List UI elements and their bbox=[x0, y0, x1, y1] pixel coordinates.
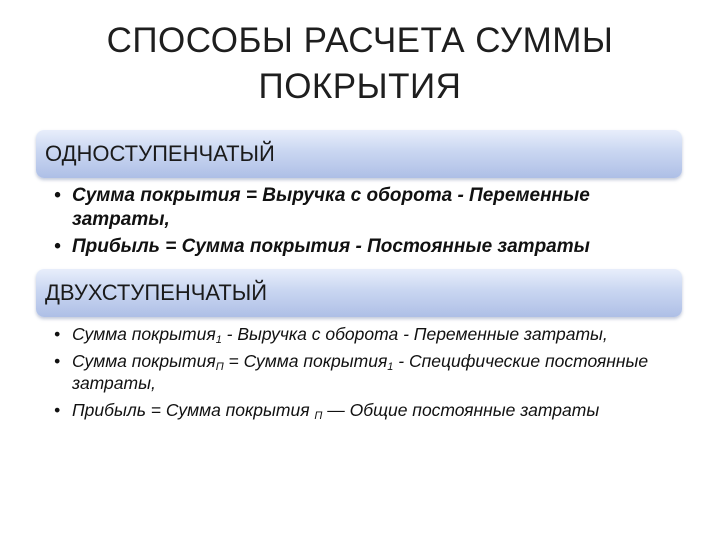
list-item-text-start: Сумма покрытия bbox=[72, 324, 216, 344]
section-header-single-stage bbox=[36, 130, 682, 178]
list-item-text-end: — Общие постоянные затраты bbox=[322, 400, 600, 420]
subscript: 1 bbox=[387, 361, 394, 373]
title-line-1: СПОСОБЫ РАСЧЕТА СУММЫ bbox=[106, 21, 614, 60]
list-item-text-end: - Выручка с оборота - Переменные затраты, bbox=[221, 324, 608, 344]
list-item-text: Сумма покрытия = Выручка с оборота - Переменные затраты, bbox=[72, 185, 590, 230]
section-header-label: ОДНОСТУПЕНЧАТЫЙ bbox=[45, 141, 275, 166]
list-item bbox=[54, 235, 684, 259]
list-item bbox=[54, 399, 684, 421]
bullet-icon: • bbox=[54, 351, 61, 371]
page-title bbox=[0, 18, 720, 110]
subscript: П bbox=[215, 361, 224, 373]
list-item-text: Прибыль = Сумма покрытия - Постоянные затраты bbox=[72, 236, 590, 257]
list-item-text-start: Сумма покрытия bbox=[72, 351, 216, 371]
bullet-icon: • bbox=[54, 236, 61, 257]
list-item-text-end: - Специфические постоянные затраты, bbox=[72, 351, 649, 393]
subscript: 1 bbox=[215, 334, 222, 346]
subscript: П bbox=[314, 410, 323, 422]
section-header-two-stage bbox=[36, 269, 682, 317]
title-line-2: ПОКРЫТИЯ bbox=[258, 67, 462, 106]
bullet-icon: • bbox=[54, 324, 61, 344]
list-item-text-mid: = Сумма покрытия bbox=[223, 351, 388, 371]
list-item bbox=[54, 323, 684, 345]
list-item bbox=[54, 184, 684, 232]
bullet-icon: • bbox=[54, 185, 61, 206]
list-item bbox=[54, 350, 684, 394]
section-header-label: ДВУХСТУПЕНЧАТЫЙ bbox=[45, 280, 268, 305]
bullet-icon: • bbox=[54, 400, 61, 420]
two-stage-list bbox=[54, 323, 684, 426]
list-item-text-start: Прибыль = Сумма покрытия bbox=[72, 400, 315, 420]
single-stage-list bbox=[54, 184, 684, 262]
